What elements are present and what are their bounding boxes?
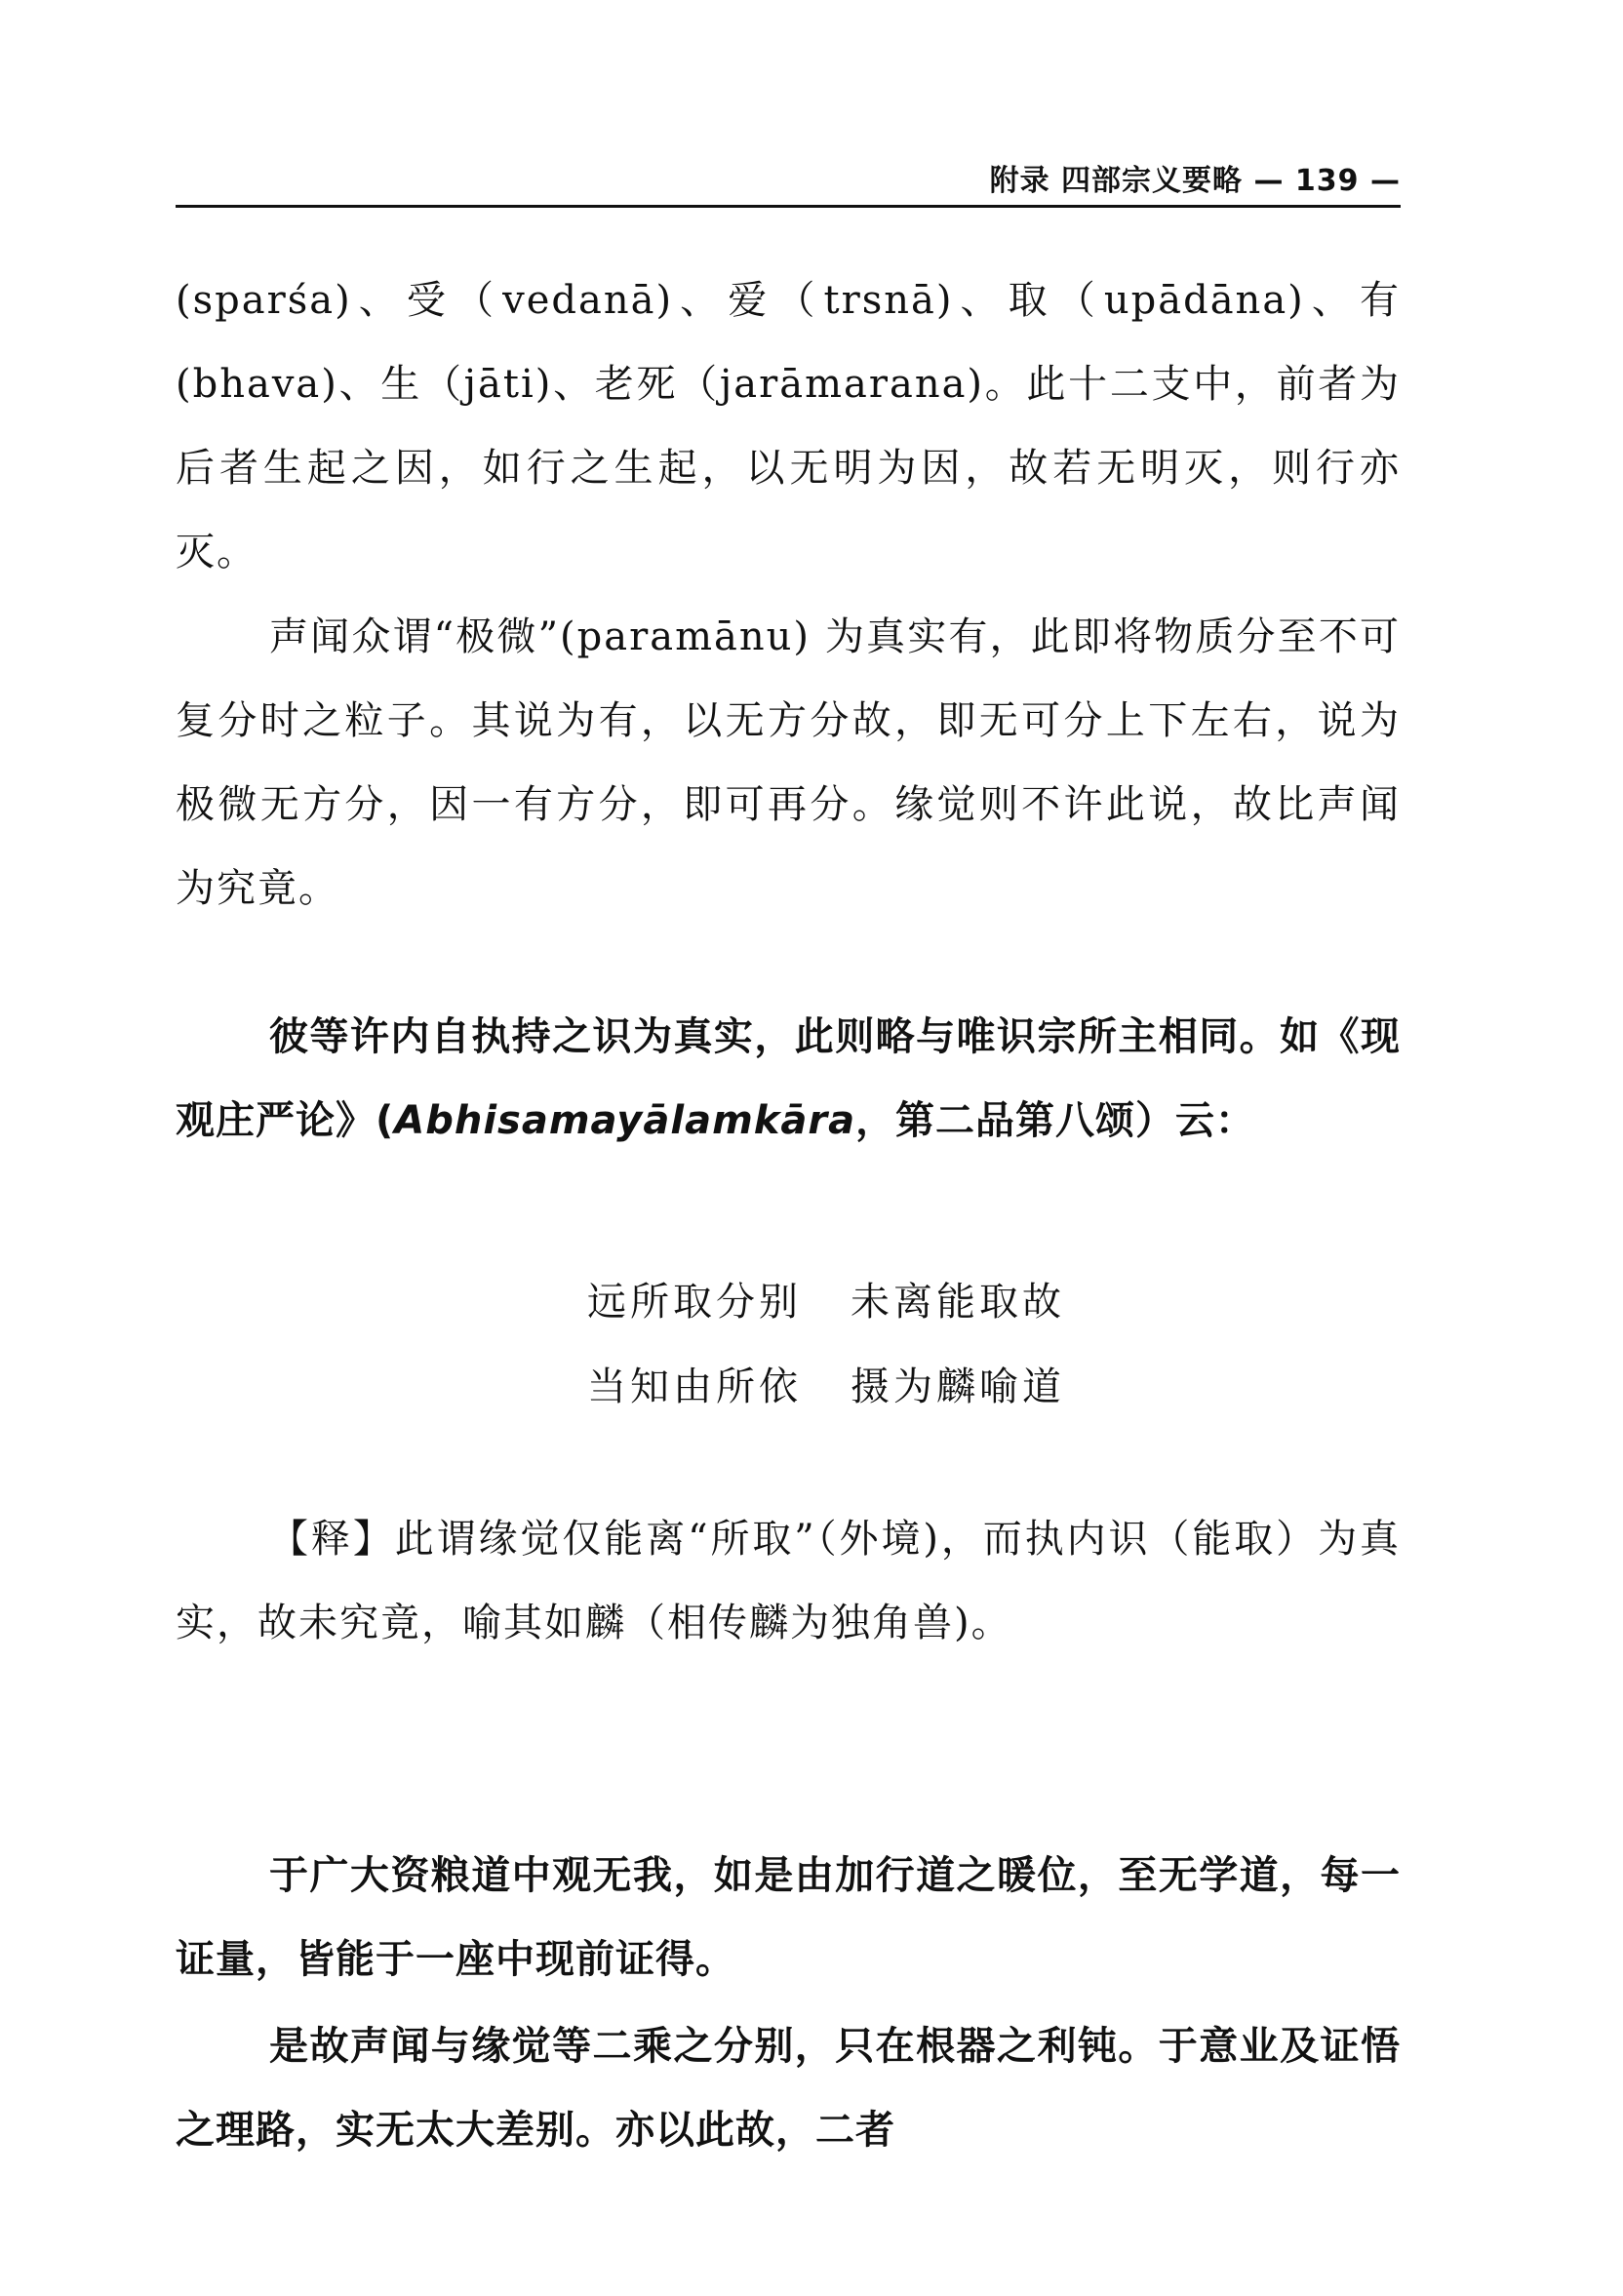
verse-line-1-second-half: 未离能取故 (851, 1280, 1065, 1325)
citation-text-before: 彼等许内自执持之识为真实，此则略与唯识宗所主相同。如《现观庄严论》( (176, 1014, 1401, 1143)
running-header (176, 156, 1401, 208)
verse-line-2 (0, 1353, 1623, 1421)
verse-line-1 (0, 1268, 1623, 1336)
paragraph-twelve-links: (sparśa)、受（vedanā)、爱（trsnā)、取（upādāna)、有(bhava)、生（jāti)、老死（jarāmarana)。此十二支中，前者为后者生起之因，如行之生起，以无明为因，故若无明灭，则行亦灭。 (176, 278, 1401, 574)
paragraph-accumulation-path: 于广大资粮道中观无我，如是由加行道之暖位，至无学道，每一证量，皆能于一座中现前证得。 (176, 1853, 1401, 1982)
paragraph-abhisamaya-citation (176, 995, 1401, 1163)
verse-line-2-first-half: 当知由所依 (587, 1365, 802, 1409)
sanskrit-title: Abhisamayālamkāra (394, 1098, 856, 1143)
running-title: 附录 四部宗义要略 — 139 — (989, 164, 1401, 198)
paragraph-two-vehicles: 是故声闻与缘觉等二乘之分别，只在根器之利钝。于意业及证悟之理路，实无太大差别。亦以此故，二者 (176, 2024, 1401, 2153)
paragraph-commentary: 【释】此谓缘觉仅能离“所取”（外境)，而执内识（能取）为真实，故未究竟，喻其如麟（相传麟为独角兽)。 (176, 1517, 1401, 1645)
citation-text-after: ，第二品第八颂）云： (855, 1098, 1256, 1143)
verse-line-1-first-half: 远所取分别 (587, 1280, 802, 1325)
verse-line-2-second-half: 摄为麟喻道 (851, 1365, 1065, 1409)
paragraph-paramanu: 声闻众谓“极微”(paramānu) 为真实有，此即将物质分至不可复分时之粒子。其说为有，以无方分故，即无可分上下左右，说为极微无方分，因一有方分，即可再分。缘觉则不许此说，故比声闻为究竟。 (176, 614, 1401, 911)
